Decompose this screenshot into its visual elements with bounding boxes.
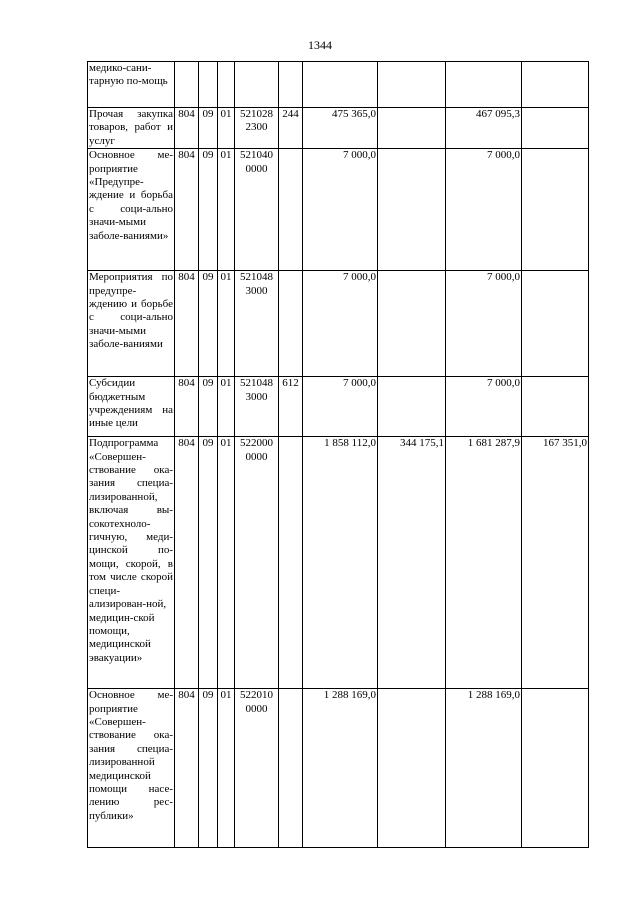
- amount-federal-1: [378, 271, 446, 377]
- ministry-code: 804: [175, 377, 199, 437]
- amount-federal-1: [378, 377, 446, 437]
- amount-total-1: 7 000,0: [303, 271, 378, 377]
- amount-total-1: 475 365,0: [303, 108, 378, 149]
- row-name: Основное ме-роприятие «Совершен-ствование ока-зания специа-лизированной медицинской помощи насе-лению рес-публики»: [88, 689, 175, 848]
- target-code-line1: 521040: [240, 149, 273, 162]
- amount-federal-1: [378, 62, 446, 108]
- target-article-code: [235, 108, 279, 149]
- amount-total-1: 1 288 169,0: [303, 689, 378, 848]
- expense-type-code: [279, 437, 303, 689]
- amount-total-1: 1 858 112,0: [303, 437, 378, 689]
- target-article-code: [235, 689, 279, 848]
- amount-total-2: 1 681 287,9: [446, 437, 522, 689]
- amount-total-2: 467 095,3: [446, 108, 522, 149]
- amount-total-2: 7 000,0: [446, 377, 522, 437]
- section-code: 09: [199, 689, 218, 848]
- subsection-code: 01: [218, 108, 235, 149]
- ministry-code: 804: [175, 149, 199, 271]
- ministry-code: 804: [175, 689, 199, 848]
- amount-total-2: 7 000,0: [446, 271, 522, 377]
- target-article-code: [235, 149, 279, 271]
- expense-type-code: 244: [279, 108, 303, 149]
- page-number: 1344: [308, 38, 332, 52]
- amount-federal-2: [522, 149, 589, 271]
- target-code-line2: 2300: [245, 121, 268, 134]
- target-article-code: [235, 437, 279, 689]
- expense-type-code: [279, 689, 303, 848]
- expense-type-code: 612: [279, 377, 303, 437]
- expense-type-code: [279, 62, 303, 108]
- table-row: [88, 437, 589, 689]
- table-body: [88, 62, 589, 848]
- amount-total-1: [303, 62, 378, 108]
- subsection-code: 01: [218, 377, 235, 437]
- amount-federal-2: [522, 271, 589, 377]
- target-article-code: [235, 271, 279, 377]
- budget-table: [87, 61, 589, 848]
- section-code: 09: [199, 377, 218, 437]
- target-code-line1: 521028: [240, 108, 273, 120]
- row-name: Основное ме-роприятие «Предупре-ждение и борьба с соци-ально значи-мыми заболе-ваниями»: [88, 149, 175, 271]
- subsection-code: 01: [218, 437, 235, 689]
- table-row: [88, 271, 589, 377]
- amount-federal-1: [378, 108, 446, 149]
- target-code-line1: 521048: [240, 377, 273, 390]
- amount-federal-1: [378, 689, 446, 848]
- row-name: Мероприятия по предупре-ждению и борьбе с соци-ально значи-мыми заболе-ваниями: [88, 271, 175, 377]
- expense-type-code: [279, 149, 303, 271]
- target-code-line2: 0000: [245, 702, 268, 715]
- section-code: 09: [199, 271, 218, 377]
- ministry-code: 804: [175, 271, 199, 377]
- table-row: [88, 377, 589, 437]
- amount-federal-2: [522, 377, 589, 437]
- amount-federal-2: [522, 62, 589, 108]
- expense-type-code: [279, 271, 303, 377]
- amount-federal-1: [378, 149, 446, 271]
- subsection-code: 01: [218, 149, 235, 271]
- amount-total-2: 1 288 169,0: [446, 689, 522, 848]
- subsection-code: 01: [218, 689, 235, 848]
- amount-federal-2: [522, 108, 589, 149]
- target-code-line1: 522000: [240, 437, 273, 450]
- section-code: [199, 62, 218, 108]
- row-name: Прочая закупка товаров, работ и услуг: [89, 108, 173, 147]
- ministry-code: 804: [175, 108, 199, 149]
- amount-total-1: 7 000,0: [303, 149, 378, 271]
- target-code-line2: 0000: [245, 450, 268, 463]
- target-code-line2: 0000: [245, 162, 268, 175]
- table-row: [88, 62, 589, 108]
- table-row: [88, 149, 589, 271]
- section-code: 09: [199, 108, 218, 149]
- target-code-line1: 521048: [240, 271, 273, 284]
- table-row: [88, 689, 589, 848]
- ministry-code: [175, 62, 199, 108]
- target-code-line1: 522010: [240, 689, 273, 702]
- amount-federal-2: [522, 689, 589, 848]
- table-row: [88, 108, 589, 149]
- row-name: медико-сани-тарную по-мощь: [88, 62, 175, 108]
- section-code: 09: [199, 437, 218, 689]
- target-code-line2: 3000: [245, 390, 268, 403]
- target-article-code: [235, 377, 279, 437]
- target-code-line2: 3000: [245, 284, 268, 297]
- subsection-code: 01: [218, 271, 235, 377]
- subsection-code: [218, 62, 235, 108]
- row-name: Субсидии бюджетным учреждениям на иные цели: [88, 377, 175, 437]
- amount-federal-1: 344 175,1: [378, 437, 446, 689]
- row-name: Подпрограмма «Совершен-ствование ока-зания специа-лизированной, включая вы-сокотехноло-гичную, меди-цинской по-мощи, скорой, в том числе скорой специ-ализирован-ной, медицин-ской помощи, медицинской эвакуации»: [88, 437, 175, 689]
- amount-total-1: 7 000,0: [303, 377, 378, 437]
- amount-federal-2: 167 351,0: [522, 437, 589, 689]
- amount-total-2: [446, 62, 522, 108]
- section-code: 09: [199, 149, 218, 271]
- amount-total-2: 7 000,0: [446, 149, 522, 271]
- target-article-code: [235, 62, 279, 108]
- ministry-code: 804: [175, 437, 199, 689]
